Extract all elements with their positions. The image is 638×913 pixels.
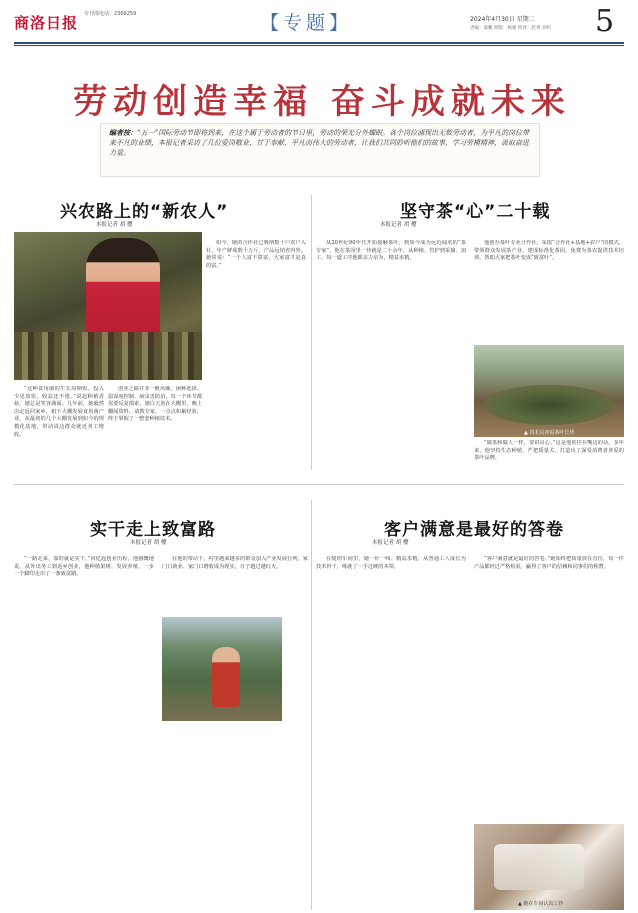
newspaper-logo: 商洛日报 (14, 14, 79, 32)
editor-note-text: “五一”国际劳动节即将到来，在这个属于劳动者的节日里，劳动的荣光分外耀眼。各个岗位涌现出无数劳动者，为平凡的岗位带来不凡的业绩，本报记者采访了几位爱岗敬业、甘于奉献、平凡而伟大的劳动者，让我们共同聆听他们的故事，学习劳模精神，汲取奋进力量。 (109, 129, 530, 157)
top-rule (14, 42, 624, 44)
article-1-title: 兴农路上的“新农人” (60, 202, 229, 222)
sewing-machine (494, 844, 584, 890)
article-1-byline: 本报记者 胡 樱 (96, 222, 133, 228)
editor-note (100, 123, 540, 177)
column-divider (311, 195, 312, 470)
article-2-col-1: 从20世纪90年代开始接触茶叶，到如今成为远近闻名的“茶专家”，他在茶园里一待就是二十余年。从种植、管护到采摘、加工，每一道工序他都亲力亲为，精益求精。 (316, 240, 466, 262)
page-banner: 劳动创造幸福 奋斗成就未来 (73, 82, 571, 122)
section-divider (14, 484, 624, 485)
column-divider-2 (311, 500, 312, 910)
article-1-col-2: 创业之路并非一帆风顺。菌种选择、温湿度控制、病虫害防治，每一个环节都需要反复摸索。她白天泡在大棚里，晚上翻阅资料、请教专家，一点点积累经验，终于掌握了一整套种植技术。 (108, 386, 202, 423)
tea-leaves (484, 385, 614, 425)
issue-date: 2024年4月30日 星期二 (470, 16, 535, 23)
sewing-caption: ▲ 她在车间认真工作 (518, 901, 564, 907)
top-rule-thin (14, 45, 624, 46)
masthead-phone: 专刊部电话：2366259 (84, 11, 137, 17)
editor-note-label: 编者按： (109, 128, 137, 137)
article-2-col-2: 他创办茶叶专业合作社，采取“合作社+基地+农户”的模式，带领群众发展茶产业，建成标准化茶园，免费为茶农提供技术培训，帮助大家把茶叶变成“致富叶”。 (474, 240, 624, 262)
article-4-title: 客户满意是最好的答卷 (384, 520, 564, 540)
mushroom-rack (14, 332, 202, 380)
editors-line: 责编：秦鹏 组版：杨蒙 校对：赵青 李明 (470, 26, 551, 31)
article-2-col-3: “做茶和做人一样，要讲良心。”这是他常挂在嘴边的话。多年来，他坚持生态种植，严把质量关，打造出了深受消费者喜爱的茶叶品牌。 (474, 440, 624, 462)
tea-photo (474, 345, 624, 437)
farmer-photo (162, 617, 282, 721)
article-1-col-3: 如今，她的合作社已吸纳数十户农户入社，年产鲜菇数十万斤，产品远销省内外。她常说：“一个人富不算富，大家富才是真的富。” (206, 240, 306, 269)
article-3-title: 实干走上致富路 (90, 520, 216, 540)
article-2-title: 坚守茶“心”二十载 (400, 202, 551, 222)
article-2-byline: 本报记者 胡 樱 (380, 222, 417, 228)
article-3-col-1: “一路走来，靠的就是实干。”回忆起创业历程，他感慨地说。从外出务工到返乡创业，他种植果树、发展养殖，一步一个脚印走出了一条致富路。 (14, 556, 154, 578)
sewing-photo (474, 824, 624, 910)
article-4-col-2: “客户满意就是最好的答卷。”她始终把质量放在首位，每一件产品都经过严格检验，赢得了客户的信赖和同事们的称赞。 (474, 556, 624, 570)
article-3-col-2a: 在他的带动下，村里越来越多的群众加入产业发展行列，家门口就业、家门口增收成为现实，日子越过越红火。 (162, 556, 308, 570)
article-1-col-1: “这种食用菌的生长周期短，投入少见效快，收益还不错。”说起种植香菇，她总是笑容满面。几年前，她毅然决定返回家乡，租下大棚发展食用菌产业，从最初的几个大棚发展到如今的规模化基地，带动周边群众就近务工增收。 (14, 386, 104, 438)
article-3-byline: 本报记者 胡 樱 (130, 540, 167, 546)
section-title: 【专题】 (260, 12, 353, 34)
article-4-col-1: 在缝纫车间里，她一针一线、精益求精，从普通工人成长为技术骨干，练就了一手过硬的本领。 (316, 556, 466, 570)
masthead (0, 0, 638, 44)
farmer-figure (86, 238, 160, 346)
tea-caption: ▲ 技术员查看茶叶长势 (524, 430, 575, 436)
mushroom-farmer-photo (14, 232, 202, 380)
article-4-byline: 本报记者 胡 樱 (372, 540, 409, 546)
page-number: 5 (595, 4, 615, 39)
farmer-figure-2 (212, 647, 240, 707)
